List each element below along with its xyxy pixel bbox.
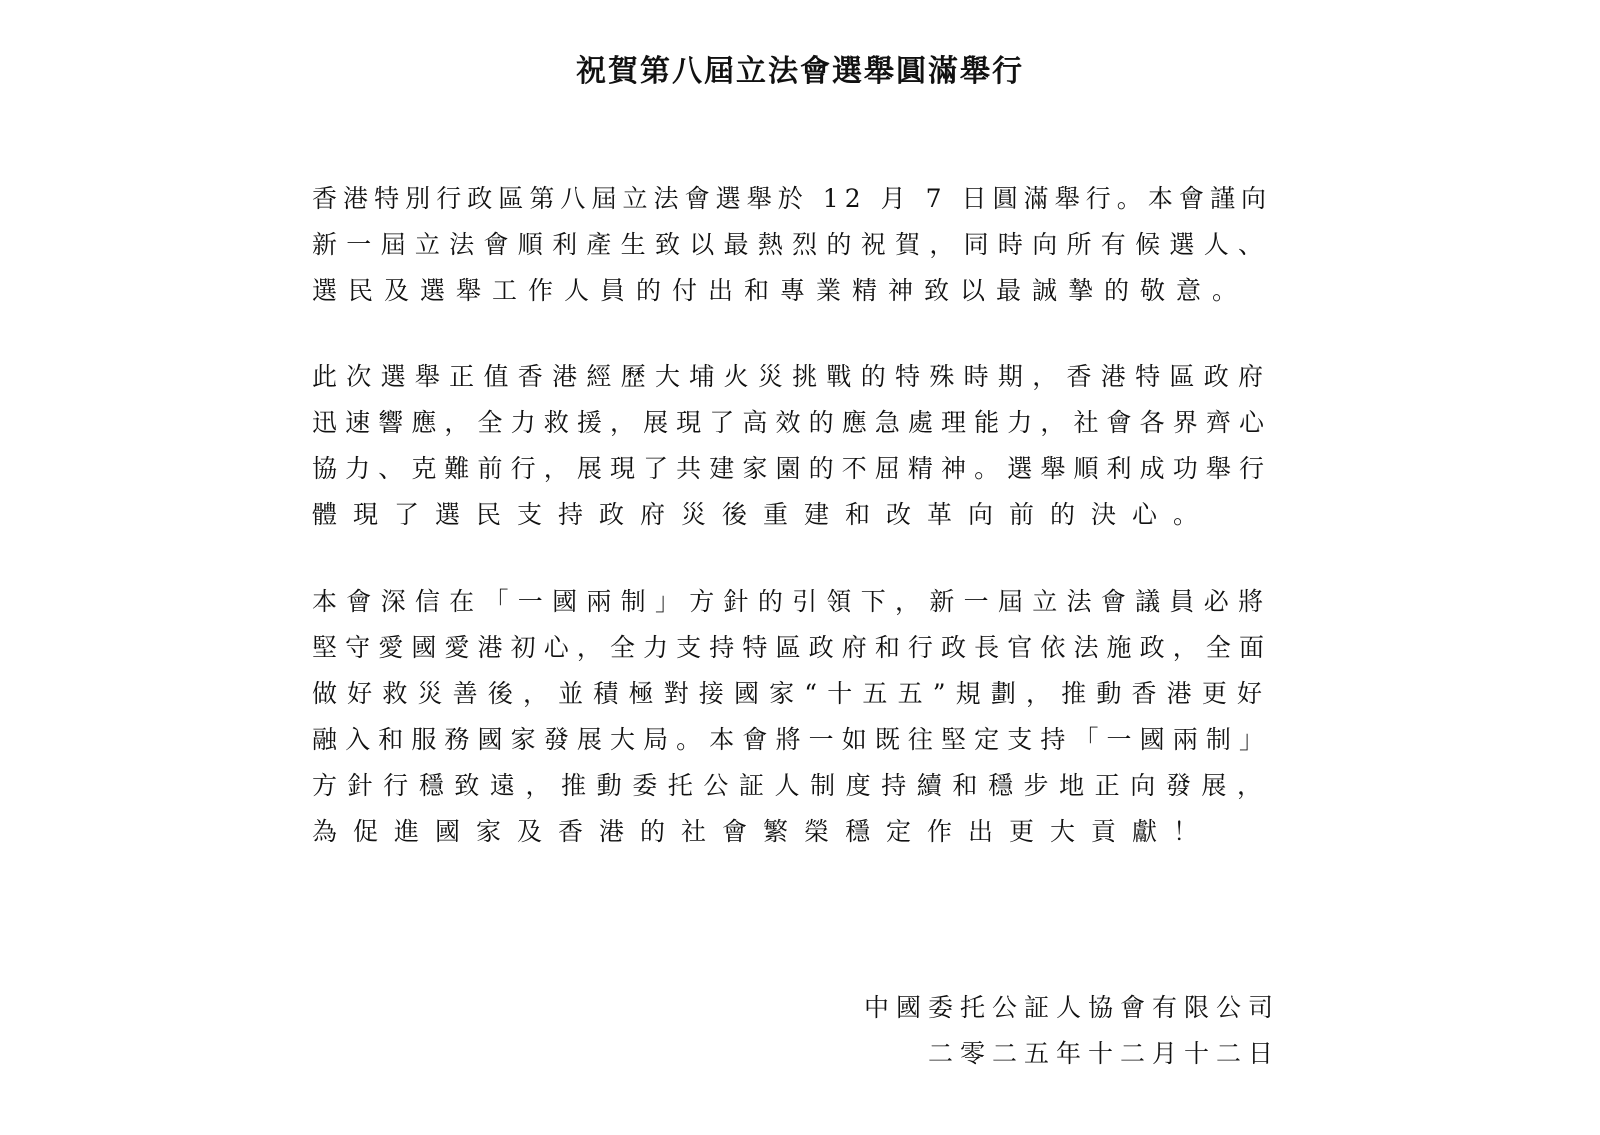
paragraph-line: 堅守愛國愛港初心，全力支持特區政府和行政長官依法施政，全面 [312, 633, 1272, 662]
paragraph-line: 做好救災善後，並積極對接國家“十五五”規劃，推動香港更好 [312, 679, 1272, 708]
paragraph-line: 融入和服務國家發展大局。本會將一如既往堅定支持「一國兩制」 [312, 725, 1272, 754]
paragraph-line: 此次選舉正值香港經歷大埔火災挑戰的特殊時期，香港特區政府 [312, 362, 1272, 391]
paragraph-1 [312, 176, 1272, 314]
paragraph-line: 本會深信在「一國兩制」方針的引領下，新一屆立法會議員必將 [312, 587, 1272, 616]
paragraph-3 [312, 579, 1272, 855]
paragraph-line: 香港特別行政區第八屆立法會選舉於 12 月 7 日圓滿舉行。本會謹向 [312, 184, 1272, 213]
signature-organization: 中國委托公証人協會有限公司 [863, 993, 1280, 1022]
signature-date: 二零二五年十二月十二日 [927, 1039, 1280, 1068]
paragraph-line: 方針行穩致遠，推動委托公証人制度持續和穩步地正向發展， [312, 771, 1272, 800]
paragraph-line: 協力、克難前行，展現了共建家園的不屈精神。選舉順利成功舉行 [312, 454, 1272, 483]
paragraph-line: 選民及選舉工作人員的付出和專業精神致以最誠摯的敬意。 [312, 276, 1249, 305]
paragraph-line: 迅速響應，全力救援，展現了高效的應急處理能力，社會各界齊心 [312, 408, 1272, 437]
paragraph-line: 新一屆立法會順利產生致以最熱烈的祝賀，同時向所有候選人、 [312, 230, 1272, 259]
document-title: 祝賀第八屆立法會選舉圓滿舉行 [576, 54, 1024, 89]
signature-block [864, 985, 1280, 1077]
paragraph-2 [312, 354, 1272, 538]
paragraph-line: 為促進國家及香港的社會繁榮穩定作出更大貢獻！ [312, 817, 1215, 846]
paragraph-line: 體現了選民支持政府災後重建和改革向前的決心。 [312, 500, 1215, 529]
